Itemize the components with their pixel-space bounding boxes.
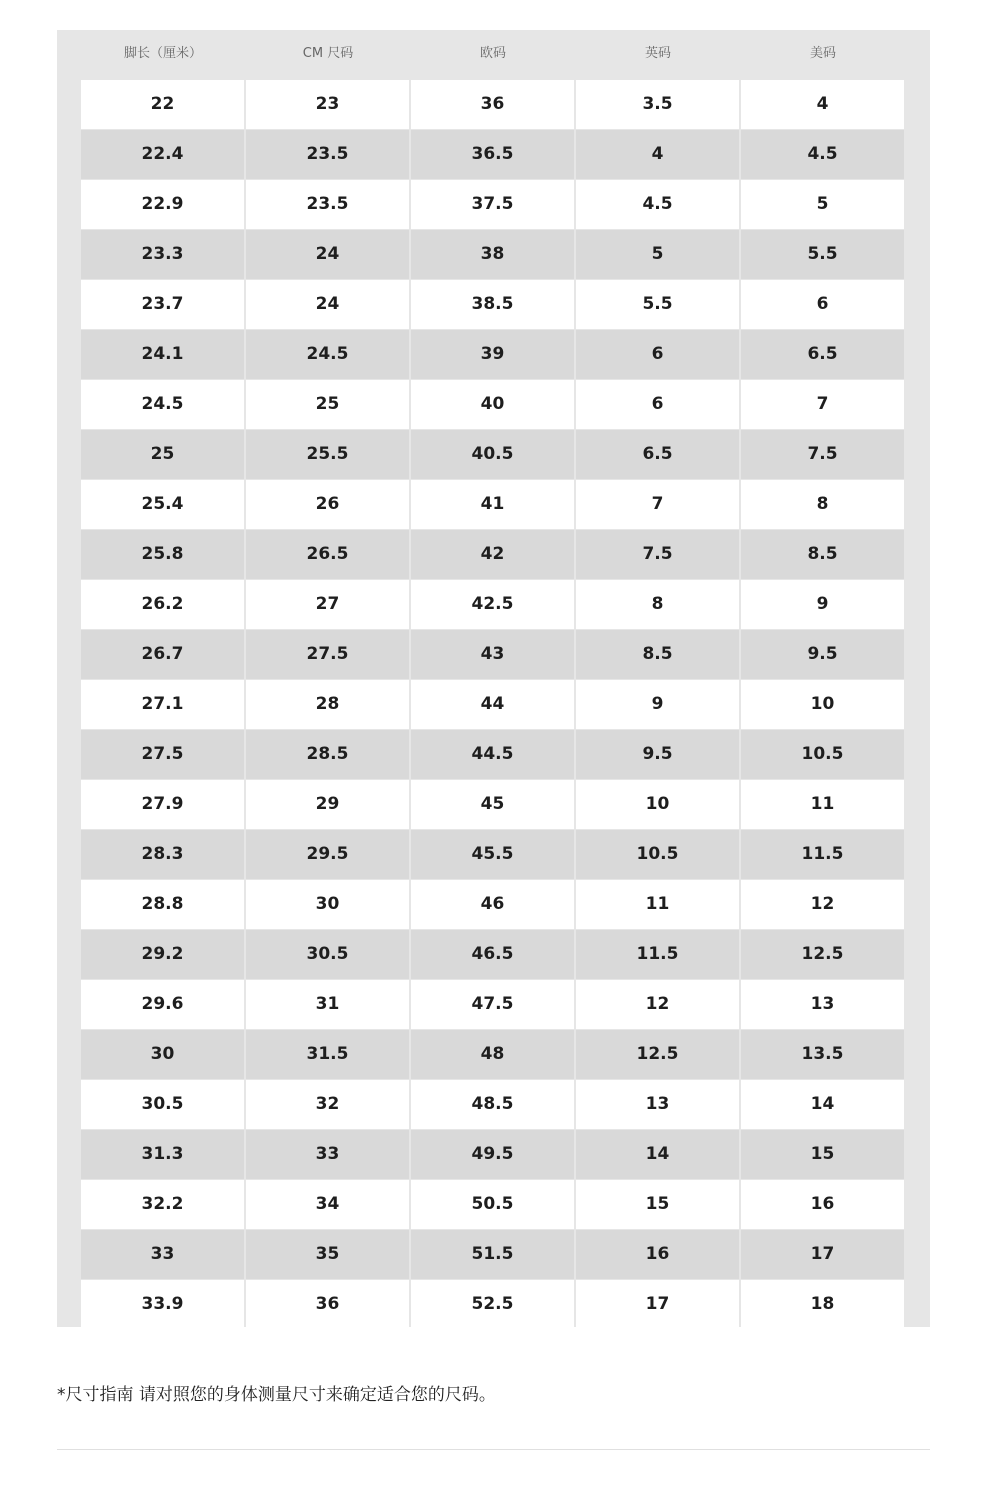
table-row: [81, 780, 904, 829]
us-size-cell: 4.5: [741, 130, 904, 179]
us-size-cell: 13.5: [741, 1030, 904, 1079]
cm-size-cell: 23.5: [246, 130, 409, 179]
uk-size-cell: 15: [576, 1180, 739, 1229]
table-row: [81, 980, 904, 1029]
foot-length-cell: 24.1: [81, 330, 244, 379]
cm-size-cell: 23.5: [246, 180, 409, 229]
cm-size-cell: 26.5: [246, 530, 409, 579]
foot-length-cell: 22.4: [81, 130, 244, 179]
foot-length-cell: 22.9: [81, 180, 244, 229]
us-size-cell: 6: [741, 280, 904, 329]
eu-size-cell: 36.5: [411, 130, 574, 179]
table-row: [81, 230, 904, 279]
us-size-cell: 11.5: [741, 830, 904, 879]
cm-size-cell: 26: [246, 480, 409, 529]
cm-size-cell: 28: [246, 680, 409, 729]
divider: [57, 1449, 930, 1450]
eu-size-cell: 49.5: [411, 1130, 574, 1179]
foot-length-cell: 33.9: [81, 1280, 244, 1329]
eu-size-cell: 42.5: [411, 580, 574, 629]
us-size-cell: 10: [741, 680, 904, 729]
uk-size-cell: 6.5: [576, 430, 739, 479]
uk-size-cell: 9: [576, 680, 739, 729]
table-row: [81, 180, 904, 229]
eu-size-cell: 43: [411, 630, 574, 679]
foot-length-cell: 26.7: [81, 630, 244, 679]
cm-size-cell: 34: [246, 1180, 409, 1229]
uk-size-cell: 9.5: [576, 730, 739, 779]
uk-size-cell: 16: [576, 1230, 739, 1279]
foot-length-cell: 27.1: [81, 680, 244, 729]
us-size-cell: 13: [741, 980, 904, 1029]
uk-size-cell: 11: [576, 880, 739, 929]
uk-size-cell: 6: [576, 330, 739, 379]
table-row: [81, 830, 904, 879]
us-size-cell: 15: [741, 1130, 904, 1179]
foot-length-cell: 29.2: [81, 930, 244, 979]
table-row: [81, 1180, 904, 1229]
header-us-size: 美码: [809, 46, 836, 61]
foot-length-cell: 23.7: [81, 280, 244, 329]
uk-size-cell: 11.5: [576, 930, 739, 979]
eu-size-cell: 51.5: [411, 1230, 574, 1279]
table-row: [81, 80, 904, 129]
table-row: [81, 330, 904, 379]
table-header: [81, 30, 904, 80]
eu-size-cell: 42: [411, 530, 574, 579]
foot-length-cell: 26.2: [81, 580, 244, 629]
us-size-cell: 8.5: [741, 530, 904, 579]
cm-size-cell: 24: [246, 230, 409, 279]
table-row: [81, 1080, 904, 1129]
header-uk-size: 英码: [644, 46, 671, 61]
table-row: [81, 680, 904, 729]
eu-size-cell: 37.5: [411, 180, 574, 229]
uk-size-cell: 8: [576, 580, 739, 629]
foot-length-cell: 32.2: [81, 1180, 244, 1229]
foot-length-cell: 25.4: [81, 480, 244, 529]
cm-size-cell: 36: [246, 1280, 409, 1329]
table-row: [81, 1230, 904, 1279]
uk-size-cell: 10.5: [576, 830, 739, 879]
us-size-cell: 8: [741, 480, 904, 529]
foot-length-cell: 31.3: [81, 1130, 244, 1179]
uk-size-cell: 4: [576, 130, 739, 179]
uk-size-cell: 3.5: [576, 80, 739, 129]
cm-size-cell: 30.5: [246, 930, 409, 979]
us-size-cell: 12: [741, 880, 904, 929]
us-size-cell: 10.5: [741, 730, 904, 779]
uk-size-cell: 8.5: [576, 630, 739, 679]
table-row: [81, 1280, 904, 1329]
foot-length-cell: 30: [81, 1030, 244, 1079]
cm-size-cell: 31: [246, 980, 409, 1029]
uk-size-cell: 7: [576, 480, 739, 529]
table-row: [81, 1130, 904, 1179]
table-row: [81, 1030, 904, 1079]
us-size-cell: 7.5: [741, 430, 904, 479]
uk-size-cell: 5: [576, 230, 739, 279]
cm-size-cell: 33: [246, 1130, 409, 1179]
table-row: [81, 630, 904, 679]
uk-size-cell: 12.5: [576, 1030, 739, 1079]
foot-length-cell: 22: [81, 80, 244, 129]
eu-size-cell: 45: [411, 780, 574, 829]
us-size-cell: 17: [741, 1230, 904, 1279]
eu-size-cell: 36: [411, 80, 574, 129]
cm-size-cell: 30: [246, 880, 409, 929]
table-row: [81, 480, 904, 529]
eu-size-cell: 50.5: [411, 1180, 574, 1229]
foot-length-cell: 28.3: [81, 830, 244, 879]
cm-size-cell: 27: [246, 580, 409, 629]
eu-size-cell: 52.5: [411, 1280, 574, 1329]
uk-size-cell: 12: [576, 980, 739, 1029]
size-chart: [57, 30, 930, 1327]
cm-size-cell: 29: [246, 780, 409, 829]
foot-length-cell: 29.6: [81, 980, 244, 1029]
table-row: [81, 530, 904, 579]
us-size-cell: 14: [741, 1080, 904, 1129]
foot-length-cell: 33: [81, 1230, 244, 1279]
uk-size-cell: 6: [576, 380, 739, 429]
eu-size-cell: 40: [411, 380, 574, 429]
cm-size-cell: 24.5: [246, 330, 409, 379]
us-size-cell: 12.5: [741, 930, 904, 979]
cm-size-cell: 28.5: [246, 730, 409, 779]
foot-length-cell: 24.5: [81, 380, 244, 429]
foot-length-cell: 23.3: [81, 230, 244, 279]
us-size-cell: 6.5: [741, 330, 904, 379]
table-row: [81, 730, 904, 779]
us-size-cell: 18: [741, 1280, 904, 1329]
cm-size-cell: 23: [246, 80, 409, 129]
us-size-cell: 7: [741, 380, 904, 429]
cm-size-cell: 24: [246, 280, 409, 329]
uk-size-cell: 7.5: [576, 530, 739, 579]
cm-size-cell: 25: [246, 380, 409, 429]
foot-length-cell: 27.5: [81, 730, 244, 779]
eu-size-cell: 39: [411, 330, 574, 379]
table-row: [81, 880, 904, 929]
cm-size-cell: 32: [246, 1080, 409, 1129]
eu-size-cell: 46: [411, 880, 574, 929]
us-size-cell: 5.5: [741, 230, 904, 279]
uk-size-cell: 17: [576, 1280, 739, 1329]
uk-size-cell: 13: [576, 1080, 739, 1129]
foot-length-cell: 30.5: [81, 1080, 244, 1129]
cm-size-cell: 35: [246, 1230, 409, 1279]
uk-size-cell: 14: [576, 1130, 739, 1179]
header-eu-size: 欧码: [479, 46, 506, 61]
us-size-cell: 5: [741, 180, 904, 229]
uk-size-cell: 10: [576, 780, 739, 829]
eu-size-cell: 46.5: [411, 930, 574, 979]
table-row: [81, 280, 904, 329]
eu-size-cell: 48.5: [411, 1080, 574, 1129]
table-row: [81, 930, 904, 979]
us-size-cell: 9.5: [741, 630, 904, 679]
us-size-cell: 4: [741, 80, 904, 129]
eu-size-cell: 38: [411, 230, 574, 279]
foot-length-cell: 28.8: [81, 880, 244, 929]
foot-length-cell: 27.9: [81, 780, 244, 829]
table-row: [81, 430, 904, 479]
table-row: [81, 130, 904, 179]
eu-size-cell: 44.5: [411, 730, 574, 779]
eu-size-cell: 45.5: [411, 830, 574, 879]
header-foot-length: 脚长（厘米）: [123, 46, 202, 61]
eu-size-cell: 38.5: [411, 280, 574, 329]
us-size-cell: 11: [741, 780, 904, 829]
table-row: [81, 380, 904, 429]
uk-size-cell: 4.5: [576, 180, 739, 229]
cm-size-cell: 27.5: [246, 630, 409, 679]
foot-length-cell: 25.8: [81, 530, 244, 579]
size-guide-note: *尺寸指南 请对照您的身体测量尺寸来确定适合您的尺码。: [57, 1385, 496, 1405]
table-body: [81, 80, 904, 1330]
header-cm-size: CM 尺码: [302, 46, 354, 61]
uk-size-cell: 5.5: [576, 280, 739, 329]
cm-size-cell: 29.5: [246, 830, 409, 879]
eu-size-cell: 48: [411, 1030, 574, 1079]
foot-length-cell: 25: [81, 430, 244, 479]
eu-size-cell: 41: [411, 480, 574, 529]
eu-size-cell: 47.5: [411, 980, 574, 1029]
table-row: [81, 580, 904, 629]
cm-size-cell: 31.5: [246, 1030, 409, 1079]
eu-size-cell: 40.5: [411, 430, 574, 479]
eu-size-cell: 44: [411, 680, 574, 729]
us-size-cell: 16: [741, 1180, 904, 1229]
us-size-cell: 9: [741, 580, 904, 629]
cm-size-cell: 25.5: [246, 430, 409, 479]
